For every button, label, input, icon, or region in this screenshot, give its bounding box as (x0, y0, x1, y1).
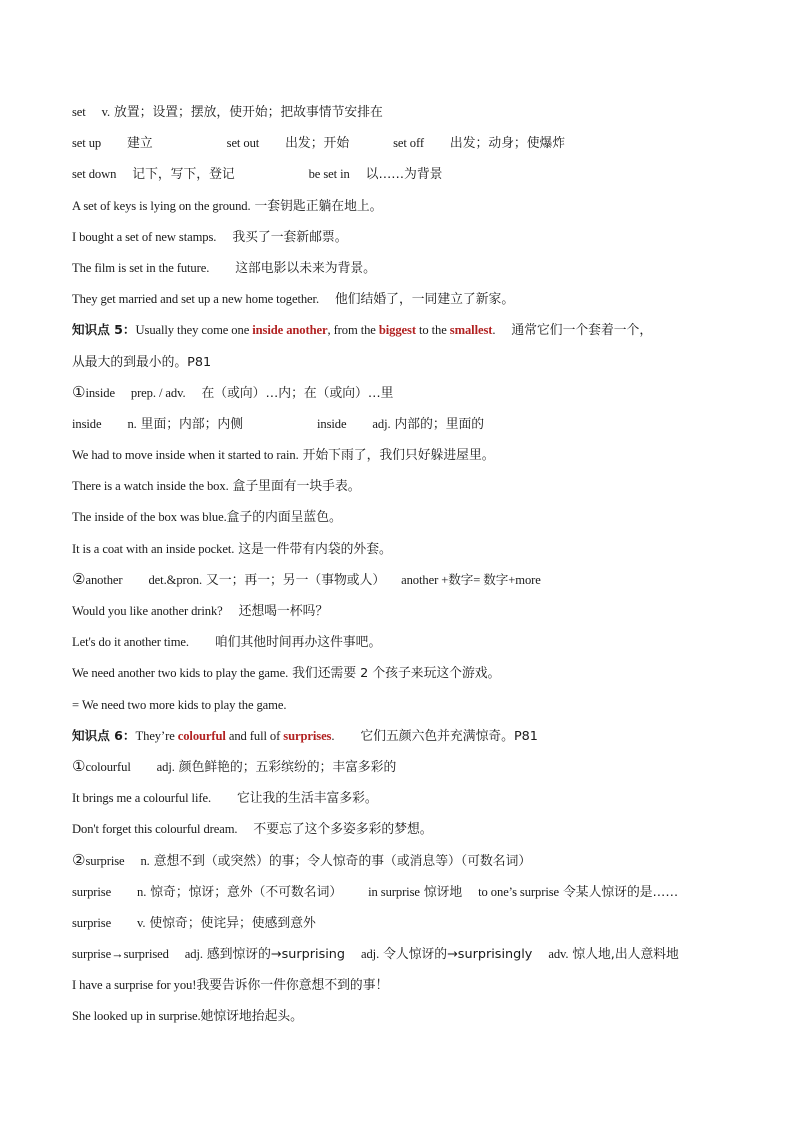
sentence-part: and full of (225, 728, 284, 743)
example-zh: 开始下雨了，我们只好躲进屋里。 (302, 448, 495, 464)
sentence-part: They’re (135, 728, 178, 743)
example-zh: 我们还需要 2 个孩子来玩这个游戏。 (292, 666, 501, 682)
example-zh: 这部电影以未来为背景。 (235, 260, 376, 276)
example-en: Let's do it another time. (72, 635, 189, 650)
meaning: 里面；内部；内侧 (140, 416, 244, 432)
inside-forms-line (72, 408, 732, 439)
term-colourful: colourful (85, 759, 131, 774)
phrase-set-up-meaning: 建立 (127, 136, 153, 152)
example-zh: 这是一件带有内袋的外套。 (238, 541, 392, 557)
phrase-be-set-in-meaning: 以……为背景 (365, 167, 443, 183)
pos-verb: v. (101, 105, 111, 119)
another-definition-line (72, 564, 732, 595)
example-en: There is a watch inside the box. (72, 479, 229, 494)
example-line (72, 689, 732, 720)
example-line (72, 501, 732, 532)
phrase-set-down: set down (72, 167, 117, 182)
translation: 它们五颜六色并充满惊奇。P81 (360, 728, 538, 744)
pos-adj: adj. (184, 947, 203, 962)
highlight-biggest: biggest (378, 323, 416, 338)
example-en: The film is set in the future. (72, 260, 210, 275)
meaning: 内部的；里面的 (394, 416, 485, 432)
phrase-set-out-meaning: 出发；开始 (285, 136, 350, 152)
example-zh: 他们结婚了，一同建立了新家。 (334, 292, 515, 308)
highlight-inside-another: inside another (252, 323, 328, 338)
pos-adv: adv. (548, 947, 569, 962)
derivation-meaning: 感到惊讶的→surprising (206, 947, 346, 963)
example-zh: 盒子里面有一块手表。 (232, 479, 361, 495)
derivation-meaning: 惊人地,出人意料地 (572, 947, 679, 963)
example-en: They get married and set up a new home together. (72, 292, 319, 307)
example-line (72, 533, 732, 564)
pos-noun: n. (127, 416, 137, 431)
example-line (72, 626, 732, 657)
set-phrases-line-2 (72, 158, 732, 189)
derivation-meaning: 令人惊讶的→surprisingly (383, 947, 533, 963)
example-en: Would you like another drink? (72, 604, 223, 618)
sentence-part: to the (415, 323, 450, 338)
circled-number-1: ① (72, 756, 86, 775)
phrase-set-down-meaning: 记下，写下，登记 (132, 167, 235, 183)
phrase-be-set-in: be set in (308, 167, 350, 182)
example-line (72, 190, 732, 221)
example-line (72, 595, 732, 626)
term-another: another (85, 572, 123, 587)
example-line (72, 470, 732, 501)
circled-number-1: ① (72, 382, 86, 401)
pos-noun: n. (137, 884, 147, 899)
meaning: 在（或向）…内；在（或向）…里 (201, 385, 394, 401)
example-line (72, 782, 732, 813)
pos-label: prep. / adv. (130, 385, 186, 400)
set-definition-line (72, 96, 732, 127)
example-zh: 她惊讶地抬起头。 (200, 1009, 303, 1025)
phrase-set-out: set out (226, 136, 260, 151)
pos-adj: adj. (156, 759, 175, 774)
surprise-definition-line (72, 845, 732, 876)
example-line (72, 969, 732, 1000)
term-surprise: surprise (85, 853, 125, 868)
phrase-set-off: set off (393, 136, 424, 151)
example-zh: 盒子的内面呈蓝色。 (226, 510, 342, 526)
highlight-surprises: surprises (283, 728, 332, 743)
example-line (72, 813, 732, 844)
example-line (72, 283, 732, 314)
meaning: 意想不到（或突然）的事；令人惊奇的事（或消息等）（可数名词） (153, 853, 532, 869)
sentence-part: , from the (327, 323, 379, 338)
highlight-colourful: colourful (177, 728, 226, 743)
highlight-smallest: smallest (449, 323, 493, 338)
example-line (72, 657, 732, 688)
term-inside: inside (316, 416, 347, 431)
example-zh: 咱们其他时间再办这件事吧。 (214, 635, 382, 651)
sentence-part: . (331, 728, 335, 743)
knowledge-point-5-heading (72, 314, 732, 345)
example-en: It brings me a colourful life. (72, 791, 211, 806)
surprise-derivatives-line (72, 938, 732, 969)
derivation-start: surprise→surprised (72, 947, 169, 962)
meaning: 又一；再一；另一（事物或人） (206, 572, 386, 588)
phrase-in-surprise: in surprise (368, 884, 420, 899)
example-en: We had to move inside when it started to rain. (72, 448, 299, 463)
example-zh: 它让我的生活丰富多彩。 (236, 791, 378, 807)
example-line (72, 252, 732, 283)
translation-continued: 从最大的到最小的。P81 (72, 354, 212, 370)
example-en: We need another two kids to play the game. (72, 666, 289, 681)
example-line (72, 1000, 732, 1031)
translation: 通常它们一个套着一个， (511, 323, 653, 339)
term-inside: inside (72, 416, 102, 431)
knowledge-point-6-heading (72, 720, 732, 751)
phrase-to-ones-surprise: to one’s surprise (478, 884, 560, 899)
example-zh: 一套钥匙正躺在地上。 (254, 198, 383, 214)
meaning: 使惊奇；使诧异；使感到意外 (149, 915, 316, 931)
example-zh: 不要忘了这个多姿多彩的梦想。 (253, 822, 433, 838)
pos-noun: n. (140, 853, 150, 868)
colourful-definition-line (72, 751, 732, 782)
knowledge-point-label: 知识点 6： (72, 727, 136, 743)
meaning: 惊奇；惊讶；意外（不可数名词） (150, 884, 343, 900)
example-en: It is a coat with an inside pocket. (72, 541, 235, 556)
phrase-set-off-meaning: 出发；动身；使爆炸 (449, 136, 566, 152)
example-line (72, 439, 732, 470)
example-zh: 还想喝一杯吗？ (238, 604, 329, 619)
term-inside: inside (85, 385, 115, 400)
phrase-set-up: set up (72, 136, 102, 151)
pos-verb: v. (137, 915, 146, 930)
circled-number-2: ② (72, 569, 86, 588)
example-en: The inside of the box was blue. (72, 510, 227, 525)
example-en: I bought a set of new stamps. (72, 229, 217, 244)
example-zh: 我要告诉你一件你意想不到的事！ (196, 978, 389, 994)
phrase-meaning: 惊讶地 (423, 884, 463, 900)
pos-adj: adj. (361, 947, 380, 962)
document-page (72, 96, 732, 1032)
meaning-set: 放置；设置；摆放，使开始；把故事情节安排在 (114, 105, 383, 120)
pos-adj: adj. (372, 416, 391, 431)
knowledge-point-5-continuation (72, 346, 732, 377)
phrase-meaning: 令某人惊讶的是…… (562, 884, 679, 900)
set-phrases-line-1 (72, 127, 732, 158)
inside-definition-line (72, 377, 732, 408)
circled-number-2: ② (72, 850, 86, 869)
usage-rule: another +数字= 数字+more (401, 572, 541, 587)
example-zh: 我买了一套新邮票。 (232, 229, 348, 245)
example-line (72, 221, 732, 252)
meaning: 颜色鲜艳的；五彩缤纷的；丰富多彩的 (178, 759, 397, 775)
term-surprise: surprise (72, 884, 112, 899)
example-en: Don't forget this colourful dream. (72, 822, 238, 837)
term-set: set (72, 105, 86, 119)
sentence-part: Usually they come one (135, 323, 253, 338)
example-en: I have a surprise for you! (72, 978, 197, 993)
pos-label: det.&pron. (148, 572, 203, 587)
term-surprise: surprise (72, 915, 112, 930)
sentence-part: . (492, 323, 496, 338)
surprise-noun-line (72, 876, 732, 907)
knowledge-point-label: 知识点 5： (72, 322, 136, 338)
surprise-verb-line (72, 907, 732, 938)
example-en: A set of keys is lying on the ground. (72, 198, 251, 213)
example-en: She looked up in surprise. (72, 1009, 201, 1024)
example-en: = We need two more kids to play the game. (72, 697, 287, 712)
